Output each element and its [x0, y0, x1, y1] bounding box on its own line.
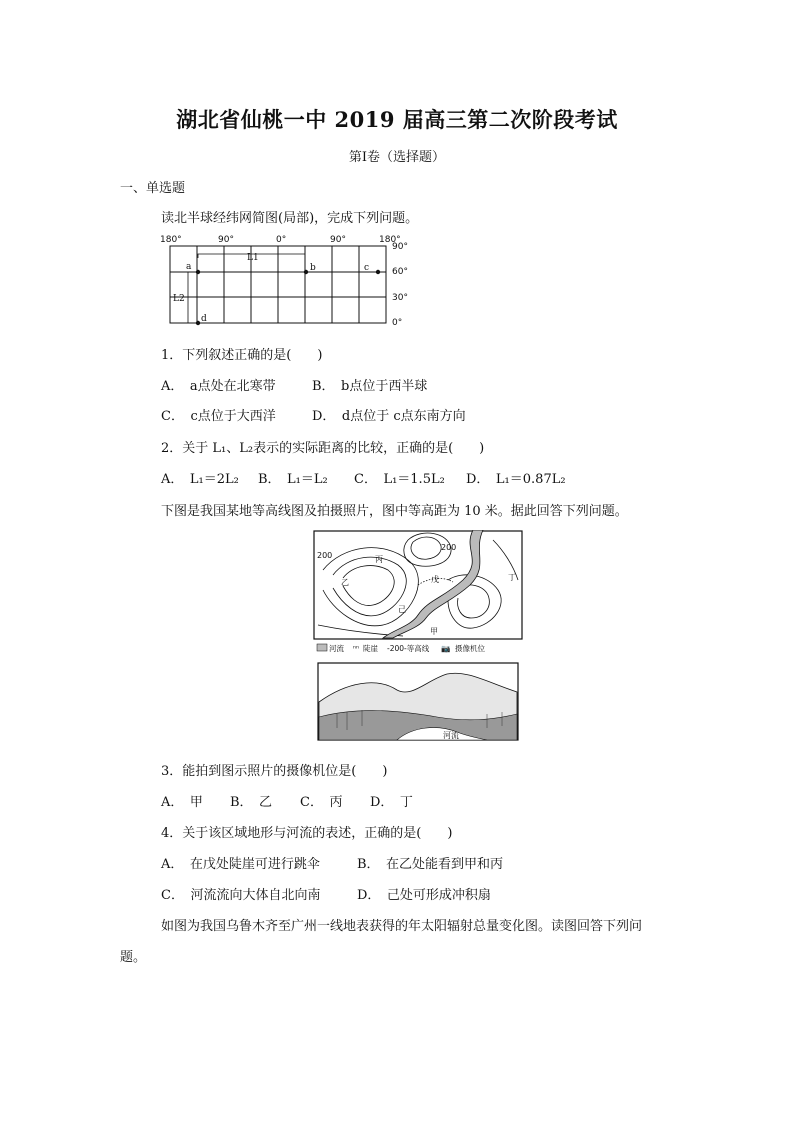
lat-label: 90°: [392, 242, 408, 252]
place-jia: 甲: [430, 627, 438, 636]
legend-camera: 摄像机位: [455, 644, 485, 653]
place-yi: 乙: [341, 578, 349, 587]
question-2-stem: 2．关于 L₁、L₂表示的实际距离的比较，正确的是( ): [161, 441, 485, 456]
question-3-stem: 3．能拍到图示照片的摄像机位是( ): [161, 764, 388, 779]
intro-paragraph-3-line-1: 如图为我国乌鲁木齐至广州一线地表获得的年太阳辐射总量变化图。读图回答下列问: [161, 919, 643, 934]
legend-contour: -200-等高线: [387, 644, 430, 653]
q3-option-c: C． 丙: [300, 795, 343, 810]
q2-option-b: B． L₁＝L₂: [258, 472, 328, 487]
place-bing: 丙: [375, 555, 383, 564]
q2-option-c: C． L₁＝1.5L₂: [354, 472, 445, 487]
svg-text:ⁿⁿ: ⁿⁿ: [353, 644, 359, 653]
page-title: 湖北省仙桃一中 2019 届高三第二次阶段考试: [176, 107, 618, 132]
graticule-figure: [158, 232, 418, 332]
place-ji: 己: [398, 605, 406, 614]
photo-river-label: 河流: [443, 731, 459, 740]
contour-label: 200: [317, 551, 333, 560]
lat-label: 30°: [392, 293, 408, 303]
question-4-stem: 4．关于该区域地形与河流的表述，正确的是( ): [161, 826, 453, 841]
place-ding: 丁: [508, 573, 516, 582]
place-wu: 戊: [431, 575, 439, 584]
q3-option-a: A． 甲: [161, 795, 203, 810]
lon-label: 180°: [379, 235, 401, 245]
q1-option-a: A． a点处在北寒带: [161, 379, 276, 394]
point-b-label: b: [310, 263, 316, 273]
point-c-label: c: [364, 263, 370, 273]
lat-label: 60°: [392, 267, 408, 277]
svg-text:📷: 📷: [441, 644, 451, 653]
lon-label: 180°: [160, 235, 182, 245]
lon-label: 90°: [218, 235, 234, 245]
landscape-photo-figure: [317, 662, 519, 742]
intro-paragraph-3-line-2: 题。: [120, 950, 147, 965]
page-subtitle: 第Ⅰ卷（选择题）: [348, 150, 446, 165]
contour-map-figure: [313, 530, 523, 660]
point-d-label: d: [201, 314, 207, 324]
q4-option-a: A． 在戊处陡崖可进行跳伞: [161, 857, 320, 872]
q3-option-d: D． 丁: [370, 795, 413, 810]
intro-paragraph-1: 读北半球经纬网简图(局部)，完成下列问题。: [161, 211, 419, 226]
lon-label: 0°: [276, 235, 287, 245]
q1-option-c: C． c点位于大西洋: [161, 409, 276, 424]
lon-label: 90°: [330, 235, 346, 245]
q3-option-b: B． 乙: [230, 795, 273, 810]
q1-option-b: B． b点位于西半球: [312, 379, 428, 394]
legend-cliff: 陡崖: [363, 644, 378, 653]
q2-option-d: D． L₁＝0.87L₂: [466, 472, 566, 487]
point-a-label: a: [186, 262, 192, 272]
question-1-stem: 1．下列叙述正确的是( ): [161, 348, 323, 363]
q4-option-b: B． 在乙处能看到甲和丙: [357, 857, 504, 872]
section-heading: 一、单选题: [120, 181, 186, 196]
q1-option-d: D． d点位于 c点东南方向: [312, 409, 466, 424]
q4-option-d: D． 己处可形成冲积扇: [357, 888, 491, 903]
lat-label: 0°: [392, 318, 403, 328]
q2-option-a: A． L₁＝2L₂: [161, 472, 239, 487]
legend-river: 河流: [329, 644, 344, 653]
l1-label: L1: [247, 253, 259, 263]
l2-label: L2: [173, 294, 185, 304]
contour-label: 200: [441, 543, 457, 552]
q4-option-c: C． 河流流向大体自北向南: [161, 888, 321, 903]
intro-paragraph-2: 下图是我国某地等高线图及拍摄照片，图中等高距为 10 米。据此回答下列问题。: [161, 504, 628, 519]
